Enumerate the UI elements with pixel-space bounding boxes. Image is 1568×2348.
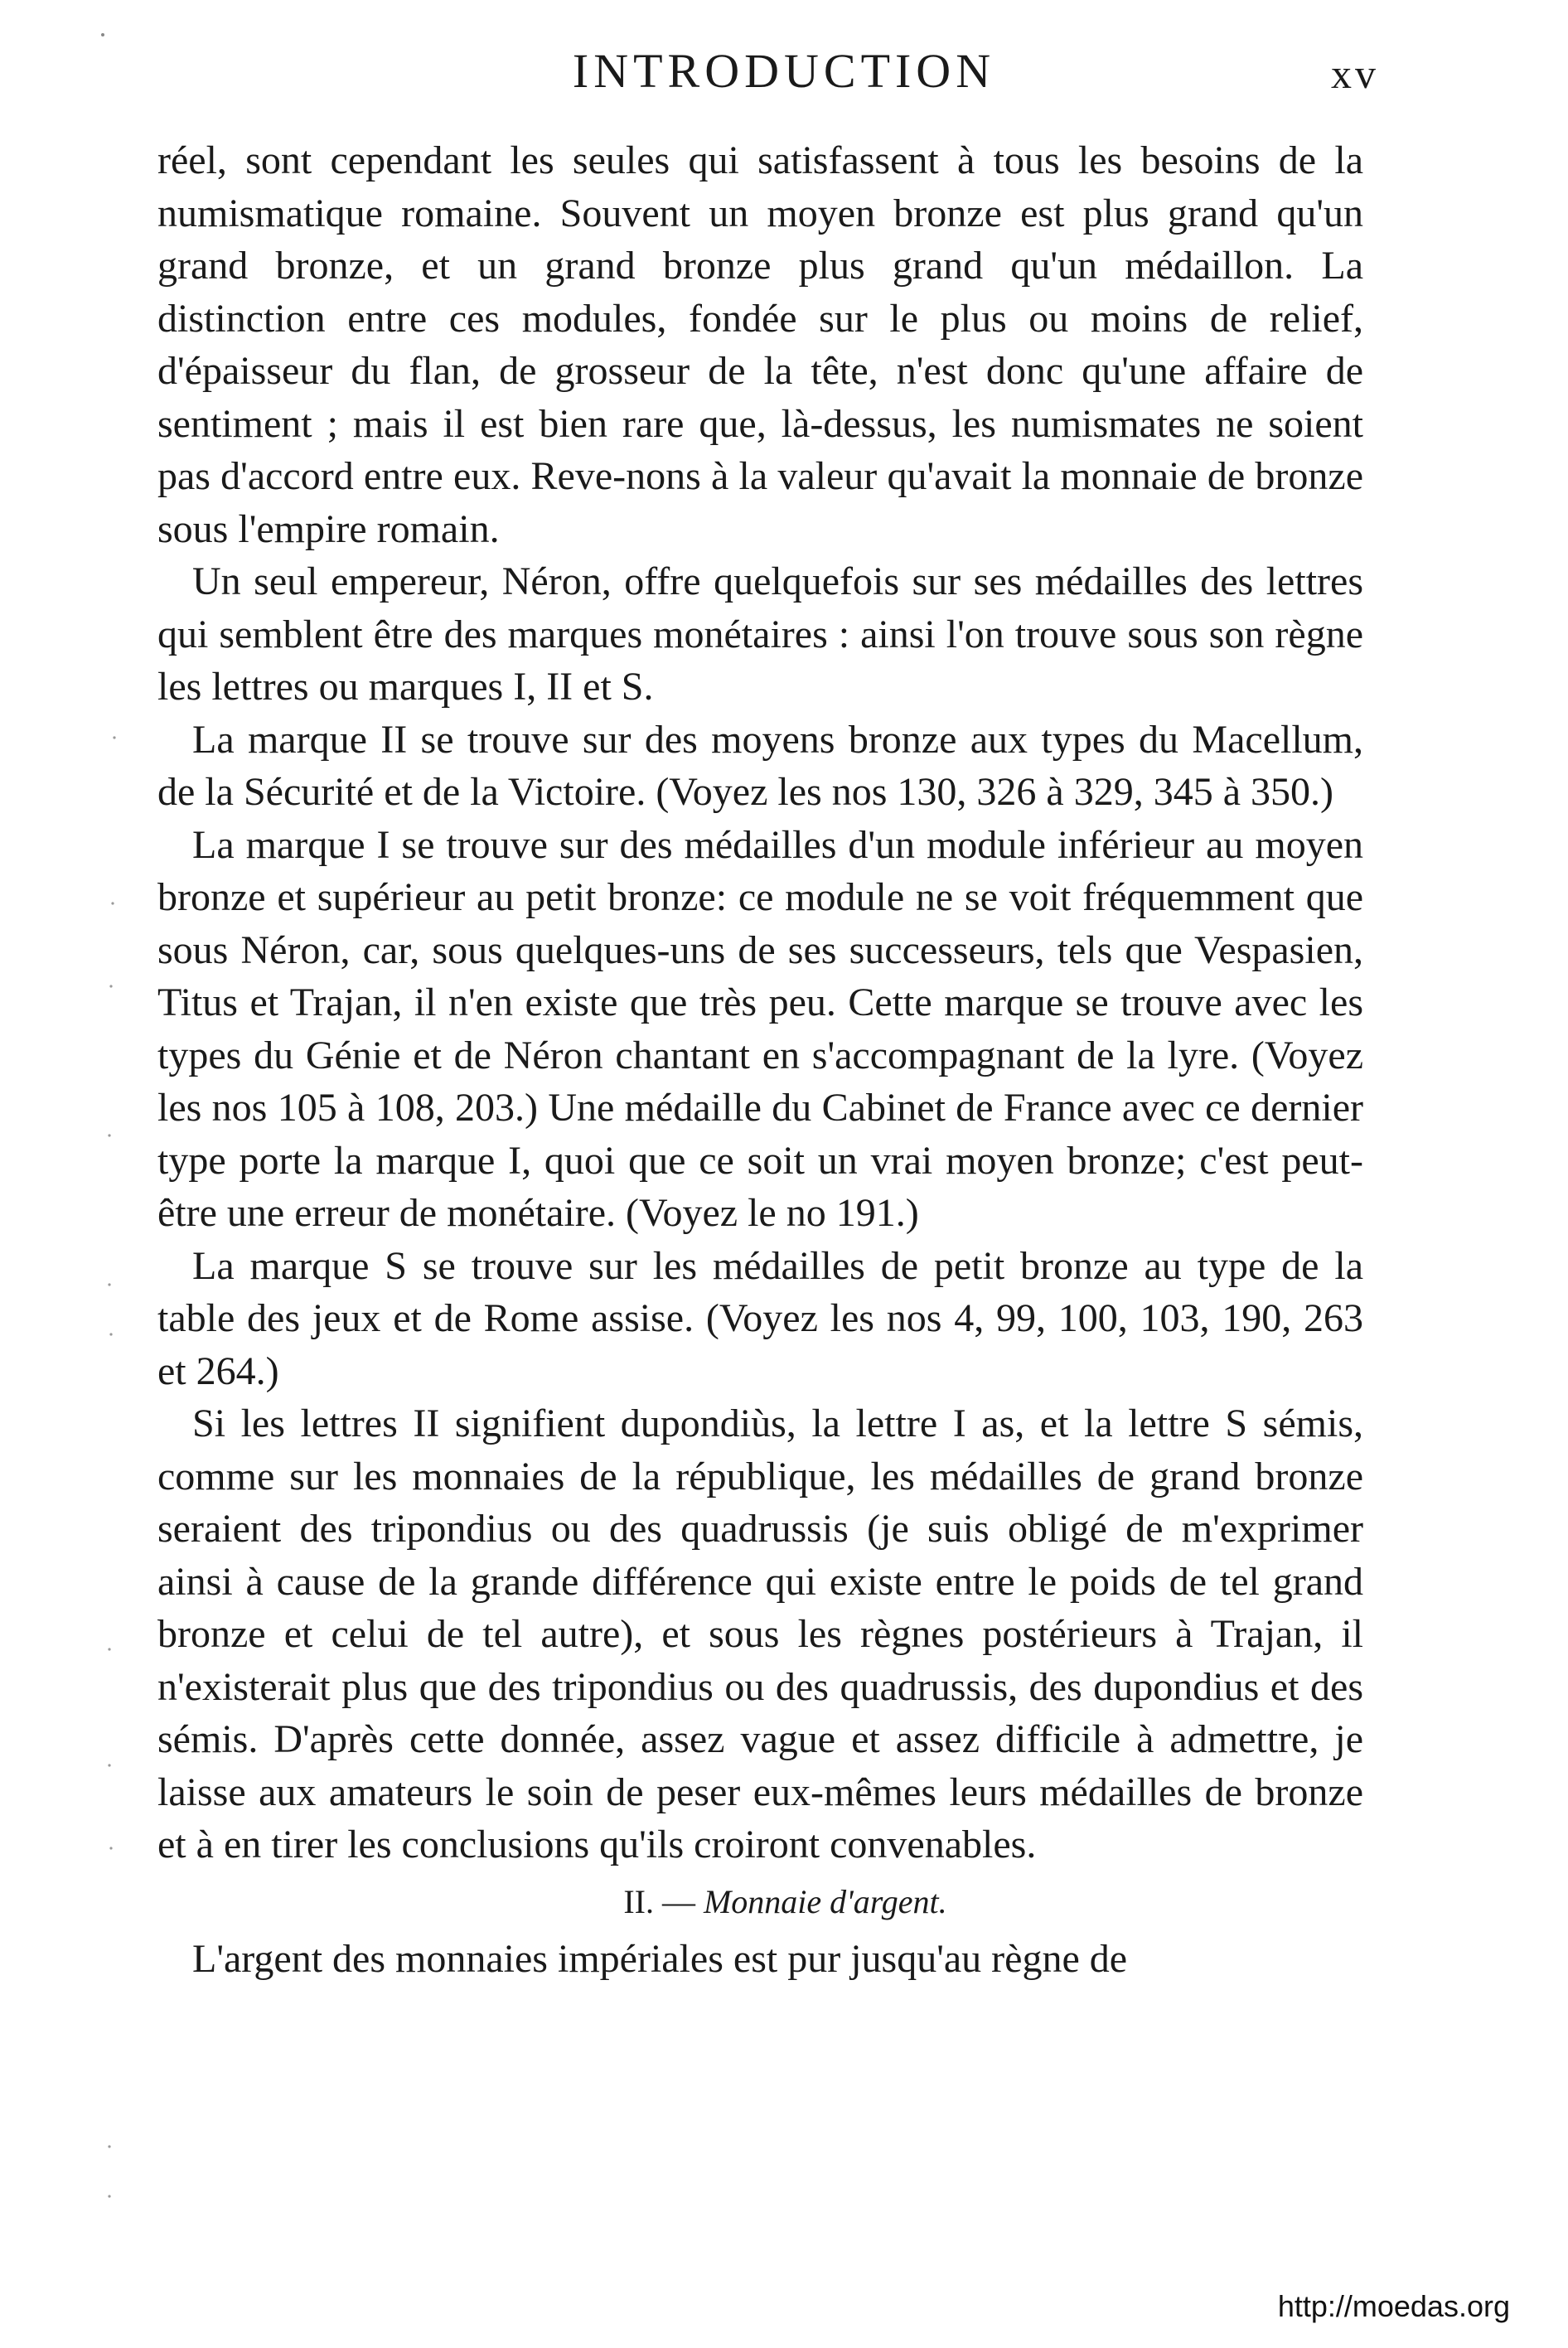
paragraph-6: Si les lettres II signifient dupondiùs, la lettre I as, et la lettre S sémis, comme sur les monnaies de la république, les médailles de grand bronze seraient des tripondius ou des quadrussis (je suis obligé de m'exprimer ainsi à cause de la grande différence qui existe entre le poids de tel grand bronze et celui de tel autre), et sous les règnes postérieurs à Trajan, il n'existerait plus que des tripondius ou des quadrussis, des dupondius et des sémis. D'après cette donnée, assez vague et assez difficile à admettre, je laisse aux amateurs le soin de peser eux-mêmes leurs médailles de bronze et à en tirer les conclusions qu'ils croiront convenables. [157, 1402, 1363, 1866]
body-text [157, 134, 1363, 1985]
paragraph-5: La marque S se trouve sur les médailles de petit bronze au type de la table des jeux et de Rome assise. (Voyez les nos 4, 99, 100, 103, 190, 263 et 264.) [157, 1243, 1363, 1393]
page-number: xv [1331, 51, 1379, 97]
paragraph-1: réel, sont cependant les seules qui satisfassent à tous les besoins de la numismatique romaine. Souvent un moyen bronze est plus grand qu'un grand bronze, et un grand bronze plus grand qu'un médaillon. La distinction entre ces modules, fondée sur le plus ou moins de relief, d'épaisseur du flan, de grosseur de la tête, n'est donc qu'une affaire de sentiment ; mais il est bien rare que, là-dessus, les numismates ne soient pas d'accord entre eux. Reve-nons à la valeur qu'avait la monnaie de bronze sous l'empire romain. [157, 138, 1363, 551]
source-url: http://moedas.org [1277, 2289, 1510, 2323]
margin-specks [98, 25, 123, 2263]
closing-paragraph: L'argent des monnaies impériales est pur jusqu'au règne de [192, 1936, 1128, 1981]
paragraph-4: La marque I se trouve sur des médailles d'un module inférieur au moyen bronze et supérieur au petit bronze: ce module ne se voit fréquemment que sous Néron, car, sous quelques-uns de ses successeurs, tels que Vespasien, Titus et Trajan, il n'en existe que très peu. Cette marque se trouve avec les types du Génie et de Néron chantant en s'accompagnant de la lyre. (Voyez les nos 105 à 108, 203.) Une médaille du Cabinet de France avec ce dernier type porte la marque I, quoi que ce soit un vrai moyen bronze; c'est peut-être une erreur de monétaire. (Voyez le no 191.) [157, 822, 1363, 1235]
section-title: Monnaie d'argent. [703, 1882, 947, 1920]
paragraph-2: Un seul empereur, Néron, offre quelquefois sur ses médailles des lettres qui semblent être des marques monétaires : ainsi l'on trouve sous son règne les lettres ou marques I, II et S. [157, 559, 1363, 709]
running-title: INTRODUCTION [572, 44, 996, 98]
paragraph-3: La marque II se trouve sur des moyens bronze aux types du Macellum, de la Sécurité et de la Victoire. (Voyez les nos 130, 326 à 329, 345 à 350.) [157, 717, 1363, 814]
running-head [0, 43, 1568, 109]
section-heading [157, 1871, 1363, 1933]
section-number: II. — [623, 1882, 695, 1920]
